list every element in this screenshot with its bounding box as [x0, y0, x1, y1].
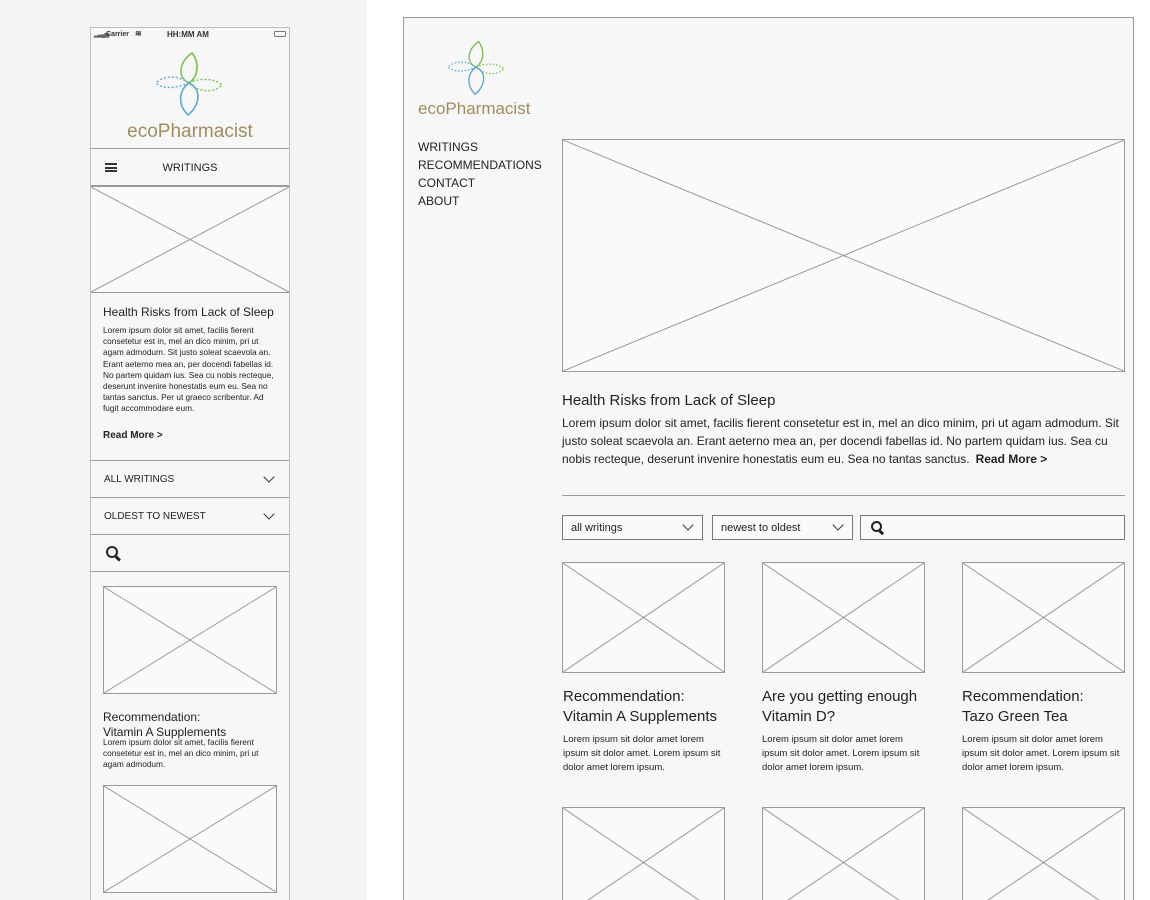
battery-icon — [274, 31, 286, 37]
read-more-link[interactable]: Read More > — [103, 430, 163, 441]
card-image-placeholder[interactable] — [762, 807, 925, 900]
search-input[interactable] — [91, 534, 289, 572]
chevron-down-icon — [682, 519, 693, 530]
card-title-line: Recommendation: — [962, 688, 1084, 705]
card-title[interactable] — [962, 687, 1132, 727]
card-image-placeholder[interactable] — [762, 562, 925, 673]
signal-icon: ▂▃▄▅ — [94, 32, 109, 38]
category-filter-dropdown[interactable] — [562, 515, 703, 540]
nav-item-contact[interactable]: CONTACT — [418, 176, 476, 190]
card-title-line: Vitamin D? — [762, 708, 836, 725]
featured-article-title: Health Risks from Lack of Sleep — [562, 392, 776, 409]
featured-image-placeholder — [91, 186, 289, 293]
featured-article-body: Lorem ipsum dolor sit amet, facilis fierent consetetur est in, mel an dico minim, pri ut agam admodum. Sit justo soleat scaevola an. Erant aeterno mea an, per docendi fabellas id. No partem quidam ius. Sea cu nobis recteque, deserunt invenire honestatis eum eu. Sea no tantas sanctus. Per ut graeco scribentur. Ad fugit accommodare eum. — [103, 325, 274, 414]
card-title[interactable] — [762, 687, 932, 727]
card-excerpt: Lorem ipsum sit dolor amet lorem ipsum sit dolor amet. Lorem ipsum sit dolor amet lorem ipsum. — [962, 734, 1120, 773]
nav-item-about[interactable]: ABOUT — [418, 194, 460, 208]
clock-label: HH:MM AM — [167, 30, 209, 39]
logo-leaf-icon — [446, 40, 506, 96]
placeholder-cross — [563, 563, 724, 672]
card-image-placeholder[interactable] — [562, 807, 725, 900]
nav-item-writings[interactable]: WRITINGS — [418, 140, 478, 154]
category-filter-dropdown[interactable] — [91, 460, 289, 498]
sort-order-dropdown[interactable] — [712, 515, 853, 540]
card-title[interactable] — [103, 710, 226, 740]
read-more-link[interactable]: Read More > — [975, 452, 1048, 466]
desktop-wireframe — [403, 17, 1134, 900]
section-divider — [562, 495, 1125, 496]
sort-order-value: newest to oldest — [721, 522, 801, 534]
category-filter-value: ALL WRITINGS — [104, 474, 175, 485]
chevron-down-icon — [263, 508, 274, 519]
placeholder-cross — [91, 187, 289, 292]
card-title-line: Vitamin A Supplements — [563, 708, 717, 725]
placeholder-cross — [763, 563, 924, 672]
card-image-placeholder — [103, 785, 277, 893]
category-filter-value: all writings — [571, 522, 623, 534]
card-title-line: Recommendation: — [563, 688, 685, 705]
placeholder-cross — [963, 563, 1124, 672]
card-excerpt: Lorem ipsum sit dolor amet lorem ipsum sit dolor amet. Lorem ipsum sit dolor amet lorem ipsum. — [762, 734, 920, 773]
search-input[interactable] — [860, 515, 1125, 540]
brand-logo-text: ecoPharmacist — [418, 99, 531, 118]
card-image-placeholder[interactable] — [962, 562, 1125, 673]
card-title-line: Tazo Green Tea — [962, 708, 1068, 725]
featured-article-title: Health Risks from Lack of Sleep — [103, 305, 274, 319]
mobile-wireframe — [90, 27, 290, 900]
card-title[interactable] — [563, 687, 733, 727]
mobile-nav-label: WRITINGS — [162, 162, 218, 174]
desktop-nav — [418, 138, 542, 210]
sort-order-value: OLDEST TO NEWEST — [104, 511, 206, 522]
featured-article-text: Lorem ipsum dolor sit amet, facilis fierent consetetur est in, mel an dico minim, pri ut agam admodum. Sit justo soleat scaevola an. Erant aeterno mea an, per docendi fabellas id. No partem quidam ius. Sea cu nobis recteque, deserunt invenire honestatis eum eu. Sea no tantas sanctus. — [562, 416, 1119, 466]
chevron-down-icon — [832, 519, 843, 530]
placeholder-cross — [563, 140, 1124, 371]
sort-order-dropdown[interactable] — [91, 497, 289, 535]
brand-logo-text: ecoPharmacist — [127, 121, 253, 142]
card-title-line: Vitamin A Supplements — [103, 725, 227, 739]
placeholder-cross — [763, 808, 924, 900]
card-title-line: Recommendation: — [103, 710, 201, 724]
mobile-nav-bar[interactable] — [91, 148, 289, 186]
card-image-placeholder[interactable] — [562, 562, 725, 673]
featured-article-body — [562, 414, 1122, 468]
card-image-placeholder[interactable] — [962, 807, 1125, 900]
card-excerpt: Lorem ipsum dolor sit amet, facilis fierent consetetur est in, mel an dico minim, pri ut agam admodum. — [103, 737, 259, 770]
status-bar — [91, 28, 289, 42]
card-title-line: Are you getting enough — [762, 688, 918, 705]
search-icon — [871, 521, 885, 535]
carrier-label: Carrier — [106, 31, 129, 38]
search-icon — [106, 546, 122, 562]
chevron-down-icon — [263, 471, 274, 482]
featured-image-placeholder — [562, 139, 1125, 372]
card-image-placeholder — [103, 586, 277, 694]
placeholder-cross — [104, 786, 276, 892]
wifi-icon: ≋ — [135, 29, 142, 38]
placeholder-cross — [963, 808, 1124, 900]
nav-item-recommendations[interactable]: RECOMMENDATIONS — [418, 158, 542, 172]
logo-leaf-icon — [154, 51, 224, 117]
card-excerpt: Lorem ipsum sit dolor amet lorem ipsum sit dolor amet. Lorem ipsum sit dolor amet lorem ipsum. — [563, 734, 721, 773]
placeholder-cross — [563, 808, 724, 900]
placeholder-cross — [104, 587, 276, 693]
